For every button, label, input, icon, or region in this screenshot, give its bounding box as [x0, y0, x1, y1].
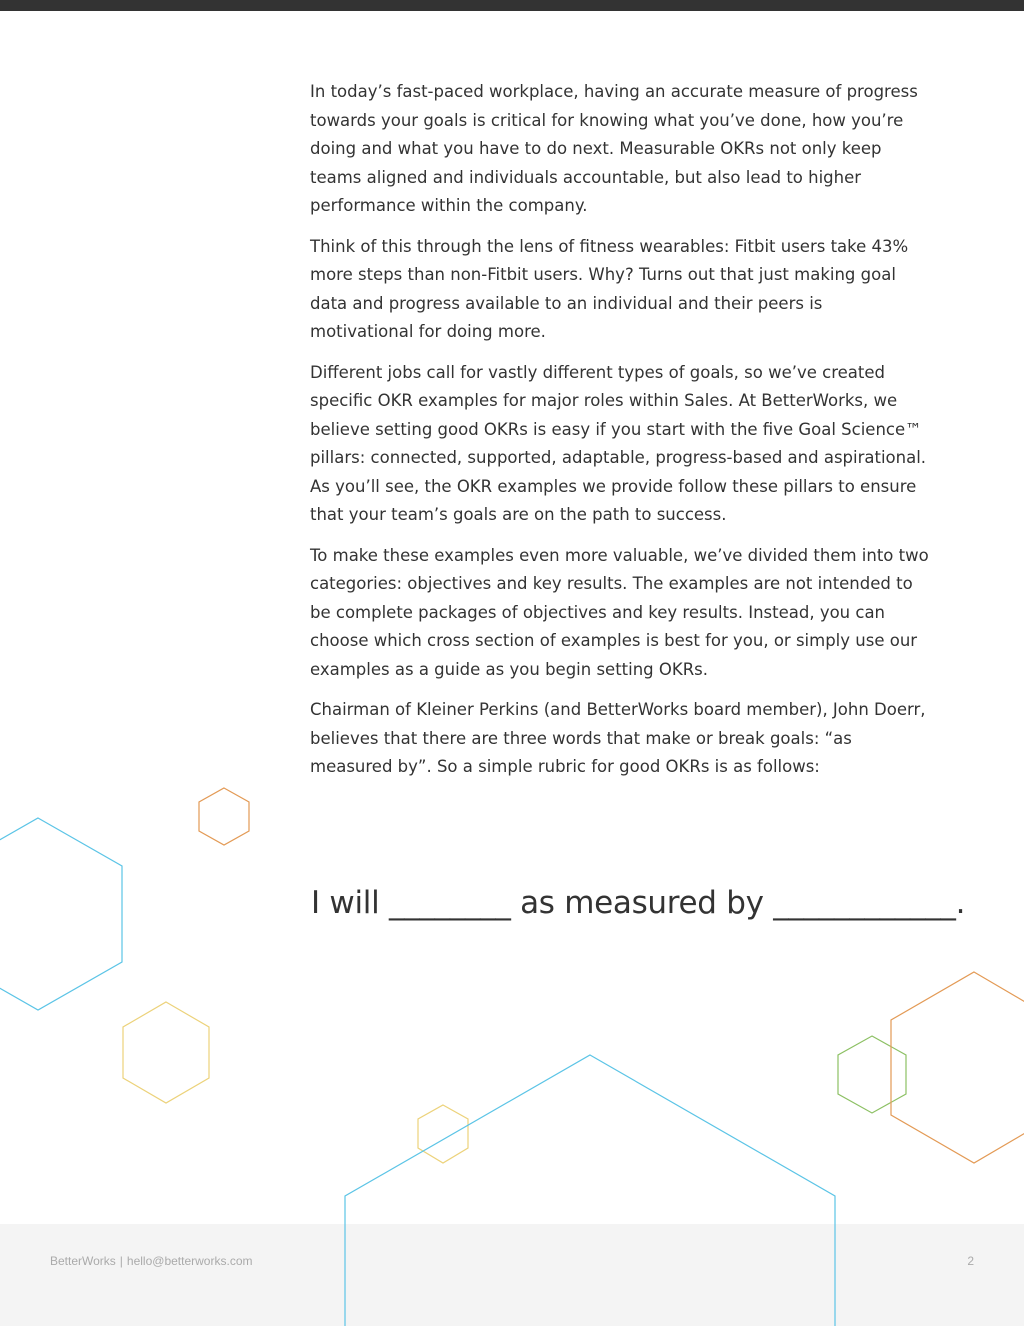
paragraph-fitness: Think of this through the lens of fitness wearables: Fitbit users take 43% more steps than non-Fitbit users. Why? Turns out that just making goal data and progress available to an individual and their peers is motivational for doing more. [310, 236, 909, 341]
hex-orange-small-left [199, 788, 249, 845]
paragraph-rubric-intro: Chairman of Kleiner Perkins (and BetterWorks board member), John Doerr, believes that there are three words that make or break goals: “as measured by”. So a simple rubric for good OKRs is as follows: [310, 700, 926, 776]
paragraph-goal-science: Different jobs call for vastly different types of goals, so we’ve created specific OKR examples for major roles within Sales. At BetterWorks, we believe setting good OKRs is easy if you start with the five Goal Science™ pillars: connected, supported, adaptable, progress-based and aspirational. As you’ll see, the OKR examples we provide follow these pillars to ensure that your team’s goals are on the path to success. [310, 362, 927, 524]
paragraph-categories: To make these examples even more valuable, we’ve divided them into two categories: objectives and key results. The examples are not intended to be complete packages of objectives and key results. Instead, you can choose which cross section of examples is best for you, or simply use our examples as a guide as you begin setting OKRs. [310, 545, 929, 679]
hex-green-right [838, 1036, 906, 1113]
page-number: 2 [967, 1254, 974, 1268]
hex-yellow-small-center [418, 1105, 468, 1163]
footer-company: BetterWorks [50, 1254, 116, 1268]
hex-blue-large-bottom [345, 1055, 835, 1326]
hex-blue-large-left [0, 818, 122, 1010]
body-text [310, 78, 930, 794]
footer-email[interactable]: hello@betterworks.com [126, 1254, 253, 1268]
hex-orange-large-right [891, 972, 1024, 1163]
footer-separator: | [119, 1254, 123, 1268]
paragraph-intro: In today’s fast-paced workplace, having an accurate measure of progress towards your goals is critical for knowing what you’ve done, how you’re doing and what you have to do next. Measurable OKRs not only keep teams aligned and individuals accountable, but also lead to higher performance within the company. [310, 82, 918, 215]
hex-yellow-left [123, 1002, 209, 1103]
okr-rubric: I will ________ as measured by ____________. [311, 885, 966, 921]
footer-credit [50, 1254, 252, 1268]
